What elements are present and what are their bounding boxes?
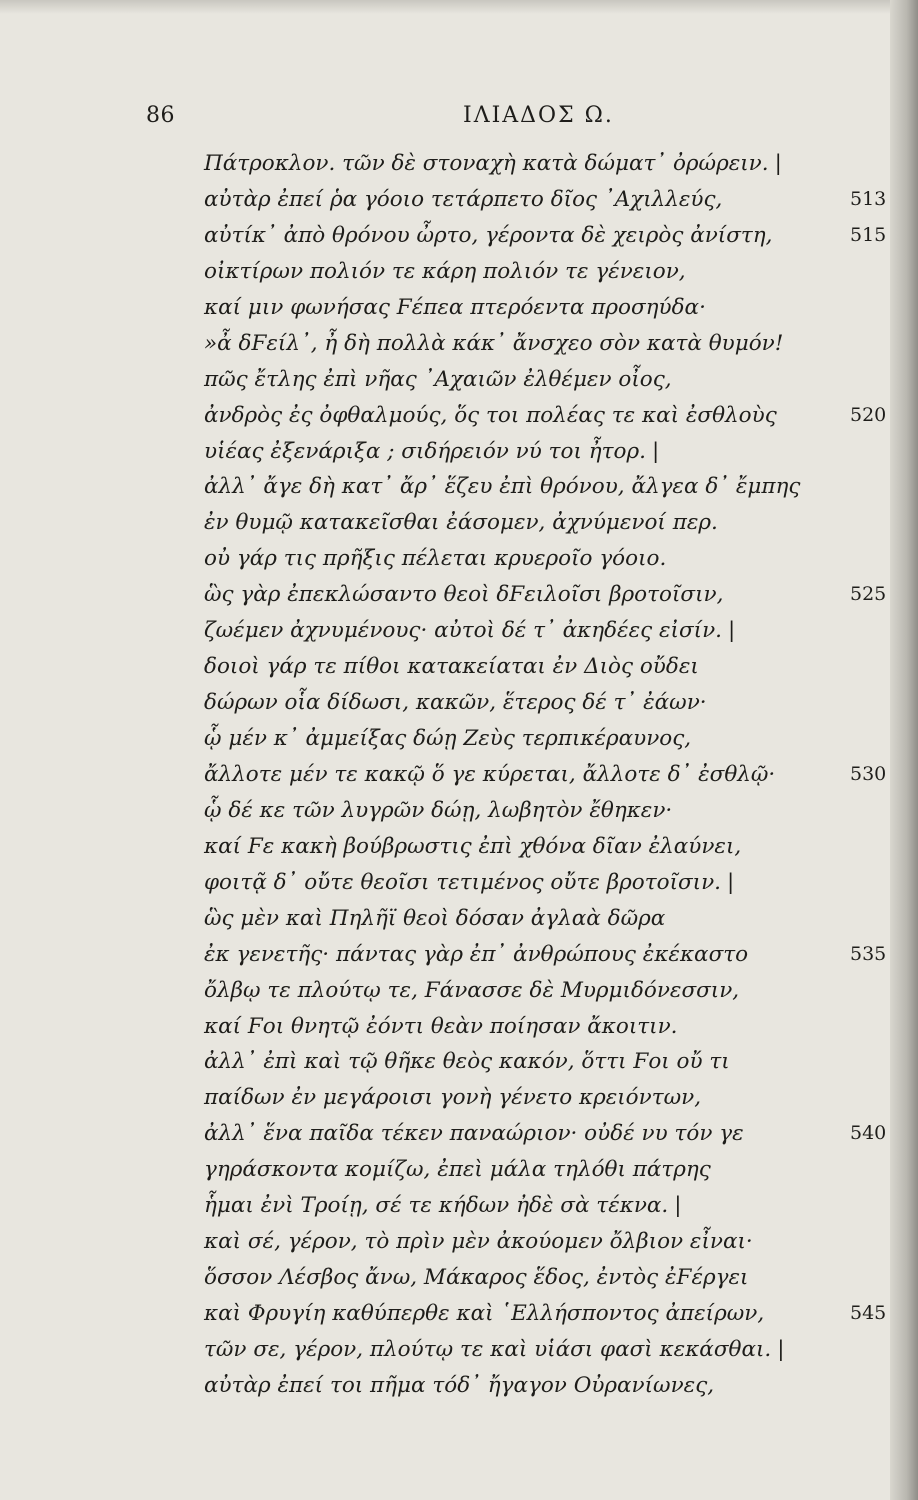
line-number [850, 1044, 900, 1080]
verse-line-text: πῶς ἔτλης ἐπὶ νῆας ᾽Αχαιῶν ἐλθέμεν οἶος, [204, 366, 672, 392]
caesura-mark: | [727, 869, 735, 895]
line-number [850, 649, 900, 685]
line-number: 540 [850, 1122, 887, 1145]
line-number [850, 865, 900, 901]
verse-line [204, 398, 844, 434]
line-number [850, 290, 900, 326]
line-number [850, 1152, 900, 1188]
line-number [850, 434, 900, 470]
verse-line [204, 829, 844, 865]
verse-line [204, 434, 844, 470]
verse-line [204, 1044, 844, 1080]
scan-top-shadow [0, 0, 918, 14]
verse-line-text: δοιοὶ γάρ τε πίθοι κατακείαται ἐν Διὸς οὔδει [204, 654, 699, 680]
verse-line [204, 793, 844, 829]
caesura-mark: | [674, 1193, 682, 1219]
line-number [850, 1009, 900, 1045]
verse-line [204, 1080, 844, 1116]
verse-line-text: αὐτίκ᾽ ἀπὸ θρόνου ὦρτο, γέροντα δὲ χειρὸς ἀνίστη, [204, 222, 773, 248]
verse-line [204, 937, 844, 973]
line-number [850, 685, 900, 721]
verse-line-text: ὅσσον Λέσβος ἄνω, Μάκαρος ἕδος, ἐντὸς ἐϜέργει [204, 1265, 749, 1291]
verse-line-text: ᾧ μέν κ᾽ ἀμμείξας δώῃ Ζεὺς τερπικέραυνος, [204, 726, 692, 751]
verse-line-text: παίδων ἐν μεγάροισι γονὴ γένετο κρειόντων, [204, 1085, 702, 1111]
verse-line [204, 865, 844, 901]
line-number [850, 362, 900, 398]
verse-line [204, 326, 844, 362]
verse-line-text: »ἆ δϜείλ᾽, ἦ δὴ πολλὰ κάκ᾽ ἄνσχεο σὸν κατὰ θυμόν! [204, 330, 784, 356]
verse-line-text: ὄλβῳ τε πλούτῳ τε, Ϝάνασσε δὲ Μυρμιδόνεσσιν, [204, 977, 740, 1003]
verse-line [204, 1116, 844, 1152]
verse-line [204, 182, 844, 218]
caesura-mark: | [774, 151, 782, 176]
verse-line-text: ἀλλ᾽ ἕνα παῖδα τέκεν παναώριον· οὐδέ νυ τόν γε [204, 1121, 744, 1147]
line-number: 530 [850, 762, 887, 785]
verse-line [204, 901, 844, 937]
line-number [850, 541, 900, 577]
line-number [850, 254, 900, 290]
verse-line [204, 685, 844, 721]
line-number: 535 [850, 942, 887, 965]
verse-line [204, 254, 844, 290]
verse-line-text: καὶ σέ, γέρον, τὸ πρὶν μὲν ἀκούομεν ὄλβιον εἶναι· [204, 1229, 753, 1255]
verse-line [204, 1009, 844, 1045]
verse-line-text: ἐκ γενετῆς· πάντας γὰρ ἐπ᾽ ἀνθρώπους ἐκέκαστο [204, 941, 749, 967]
caesura-mark: | [727, 618, 736, 644]
line-number [850, 793, 900, 829]
running-head: ΙΛΙΑΔΟΣ Ω. [463, 103, 614, 128]
verse-line-text: καί Ϝοι θνητῷ ἐόντι θεὰν ποίησαν ἄκοιτιν. [204, 1013, 678, 1039]
verse-line-text: γηράσκοντα κομίζω, ἐπεὶ μάλα τηλόθι πάτρης [204, 1157, 711, 1183]
verse-line [204, 649, 844, 685]
verse-line [204, 1224, 844, 1260]
verse-line-text: ὣς γὰρ ἐπεκλώσαντο θεοὶ δϜειλοῖσι βροτοῖσιν, [204, 582, 724, 608]
line-number [850, 1224, 900, 1260]
line-number: 515 [850, 223, 887, 246]
line-number: 525 [850, 583, 887, 606]
verse-line-text: οἰκτίρων πολιόν τε κάρη πολιόν τε γένειον, [204, 258, 686, 284]
line-number [850, 613, 900, 649]
verse-line [204, 1368, 844, 1404]
verse-line-text: ἀλλ᾽ ἐπὶ καὶ τῷ θῆκε θεὸς κακόν, ὅττι Ϝοι οὔ τι [204, 1049, 730, 1075]
verse-line [204, 721, 844, 757]
verse-line-text: ἀλλ᾽ ἄγε δὴ κατ᾽ ἄρ᾽ ἕζευ ἐπὶ θρόνου, ἄλγεα δ᾽ ἔμπης [204, 474, 801, 500]
verse-line [204, 362, 844, 398]
verse-line-text: αὐτὰρ ἐπεί ῥα γόοιο τετάρπετο δῖος ᾽Αχιλλεύς, [204, 186, 723, 212]
verse-line-text: καί Ϝε κακὴ βούβρωστις ἐπὶ χθόνα δῖαν ἐλαύνει, [204, 833, 742, 859]
line-number [850, 973, 900, 1009]
line-number: 520 [850, 403, 887, 426]
verse-line [204, 541, 844, 577]
verse-line-text: ἄλλοτε μέν τε κακῷ ὅ γε κύρεται, ἄλλοτε δ᾽ ἐσθλῷ· [204, 761, 776, 787]
verse-line [204, 613, 844, 649]
line-number [850, 901, 900, 937]
caesura-mark: | [777, 1336, 785, 1362]
line-numbers [850, 146, 900, 1404]
verse-line-text: αὐτὰρ ἐπεί τοι πῆμα τόδ᾽ ἤγαγον Οὐρανίωνες, [204, 1372, 715, 1398]
verse-line-text: τῶν σε, γέρον, πλούτῳ τε καὶ υἱάσι φασὶ κεκάσθαι. [204, 1336, 772, 1362]
line-number [850, 1260, 900, 1296]
verse-line [204, 290, 844, 326]
verse-line-text: καί μιν φωνήσας Ϝέπεα πτερόεντα προσηύδα· [204, 294, 706, 320]
line-number [850, 146, 900, 182]
line-number [850, 1368, 900, 1404]
line-number [850, 505, 900, 541]
verse-line [204, 146, 844, 182]
line-number: 513 [850, 187, 887, 210]
line-number: 545 [850, 1302, 887, 1324]
verse-line-text: ἐν θυμῷ κατακεῖσθαι ἐάσομεν, ἀχνύμενοί περ. [204, 510, 718, 536]
verse-line-text: ᾧ δέ κε τῶν λυγρῶν δώῃ, λωβητὸν ἔθηκεν· [204, 797, 673, 823]
verse-line-text: φοιτᾷ δ᾽ οὔτε θεοῖσι τετιμένος οὔτε βροτοῖσιν. [204, 869, 722, 895]
verse-line-text: Πάτροκλον. τῶν δὲ στοναχὴ κατὰ δώματ᾽ ὀρώρειν. [204, 151, 769, 176]
line-number [850, 1188, 900, 1224]
line-number [850, 829, 900, 865]
line-number [850, 326, 900, 362]
caesura-mark: | [651, 438, 660, 464]
line-number [850, 469, 900, 505]
verse-line [204, 1332, 844, 1368]
verse-line-text: καὶ Φρυγίη καθύπερθε καὶ ῾Ελλήσποντος ἀπείρων, [204, 1301, 765, 1326]
verse-line-text: ὣς μὲν καὶ Πηλῆϊ θεοὶ δόσαν ἀγλαὰ δῶρα [204, 905, 666, 931]
verse-line [204, 973, 844, 1009]
verse-line-text: υἱέας ἐξενάριξα ; σιδήρειόν νύ τοι ἦτορ. [204, 438, 646, 464]
verse-line [204, 1188, 844, 1224]
verse-line [204, 1260, 844, 1296]
verse-line [204, 757, 844, 793]
verse-line [204, 218, 844, 254]
verse-line [204, 469, 844, 505]
line-number [850, 1080, 900, 1116]
line-number [850, 721, 900, 757]
verse-text [204, 146, 844, 1404]
verse-line [204, 1296, 844, 1332]
verse-line-text: δώρων οἷα δίδωσι, κακῶν, ἕτερος δέ τ᾽ ἐάων· [204, 690, 707, 716]
verse-line-text: ἀνδρὸς ἐς ὀφθαλμούς, ὅς τοι πολέας τε καὶ ἐσθλοὺς [204, 402, 777, 428]
verse-line-text: ζωέμεν ἀχνυμένους· αὐτοὶ δέ τ᾽ ἀκηδέες εἰσίν. [204, 618, 722, 644]
verse-line [204, 577, 844, 613]
verse-line-text: οὐ γάρ τις πρῆξις πέλεται κρυεροῖο γόοιο. [204, 546, 667, 572]
line-number [850, 1332, 900, 1368]
verse-line [204, 1152, 844, 1188]
page-number: 86 [146, 103, 175, 128]
verse-line-text: ἧμαι ἐνὶ Τροίῃ, σέ τε κήδων ἠδὲ σὰ τέκνα. [204, 1193, 669, 1219]
verse-line [204, 505, 844, 541]
